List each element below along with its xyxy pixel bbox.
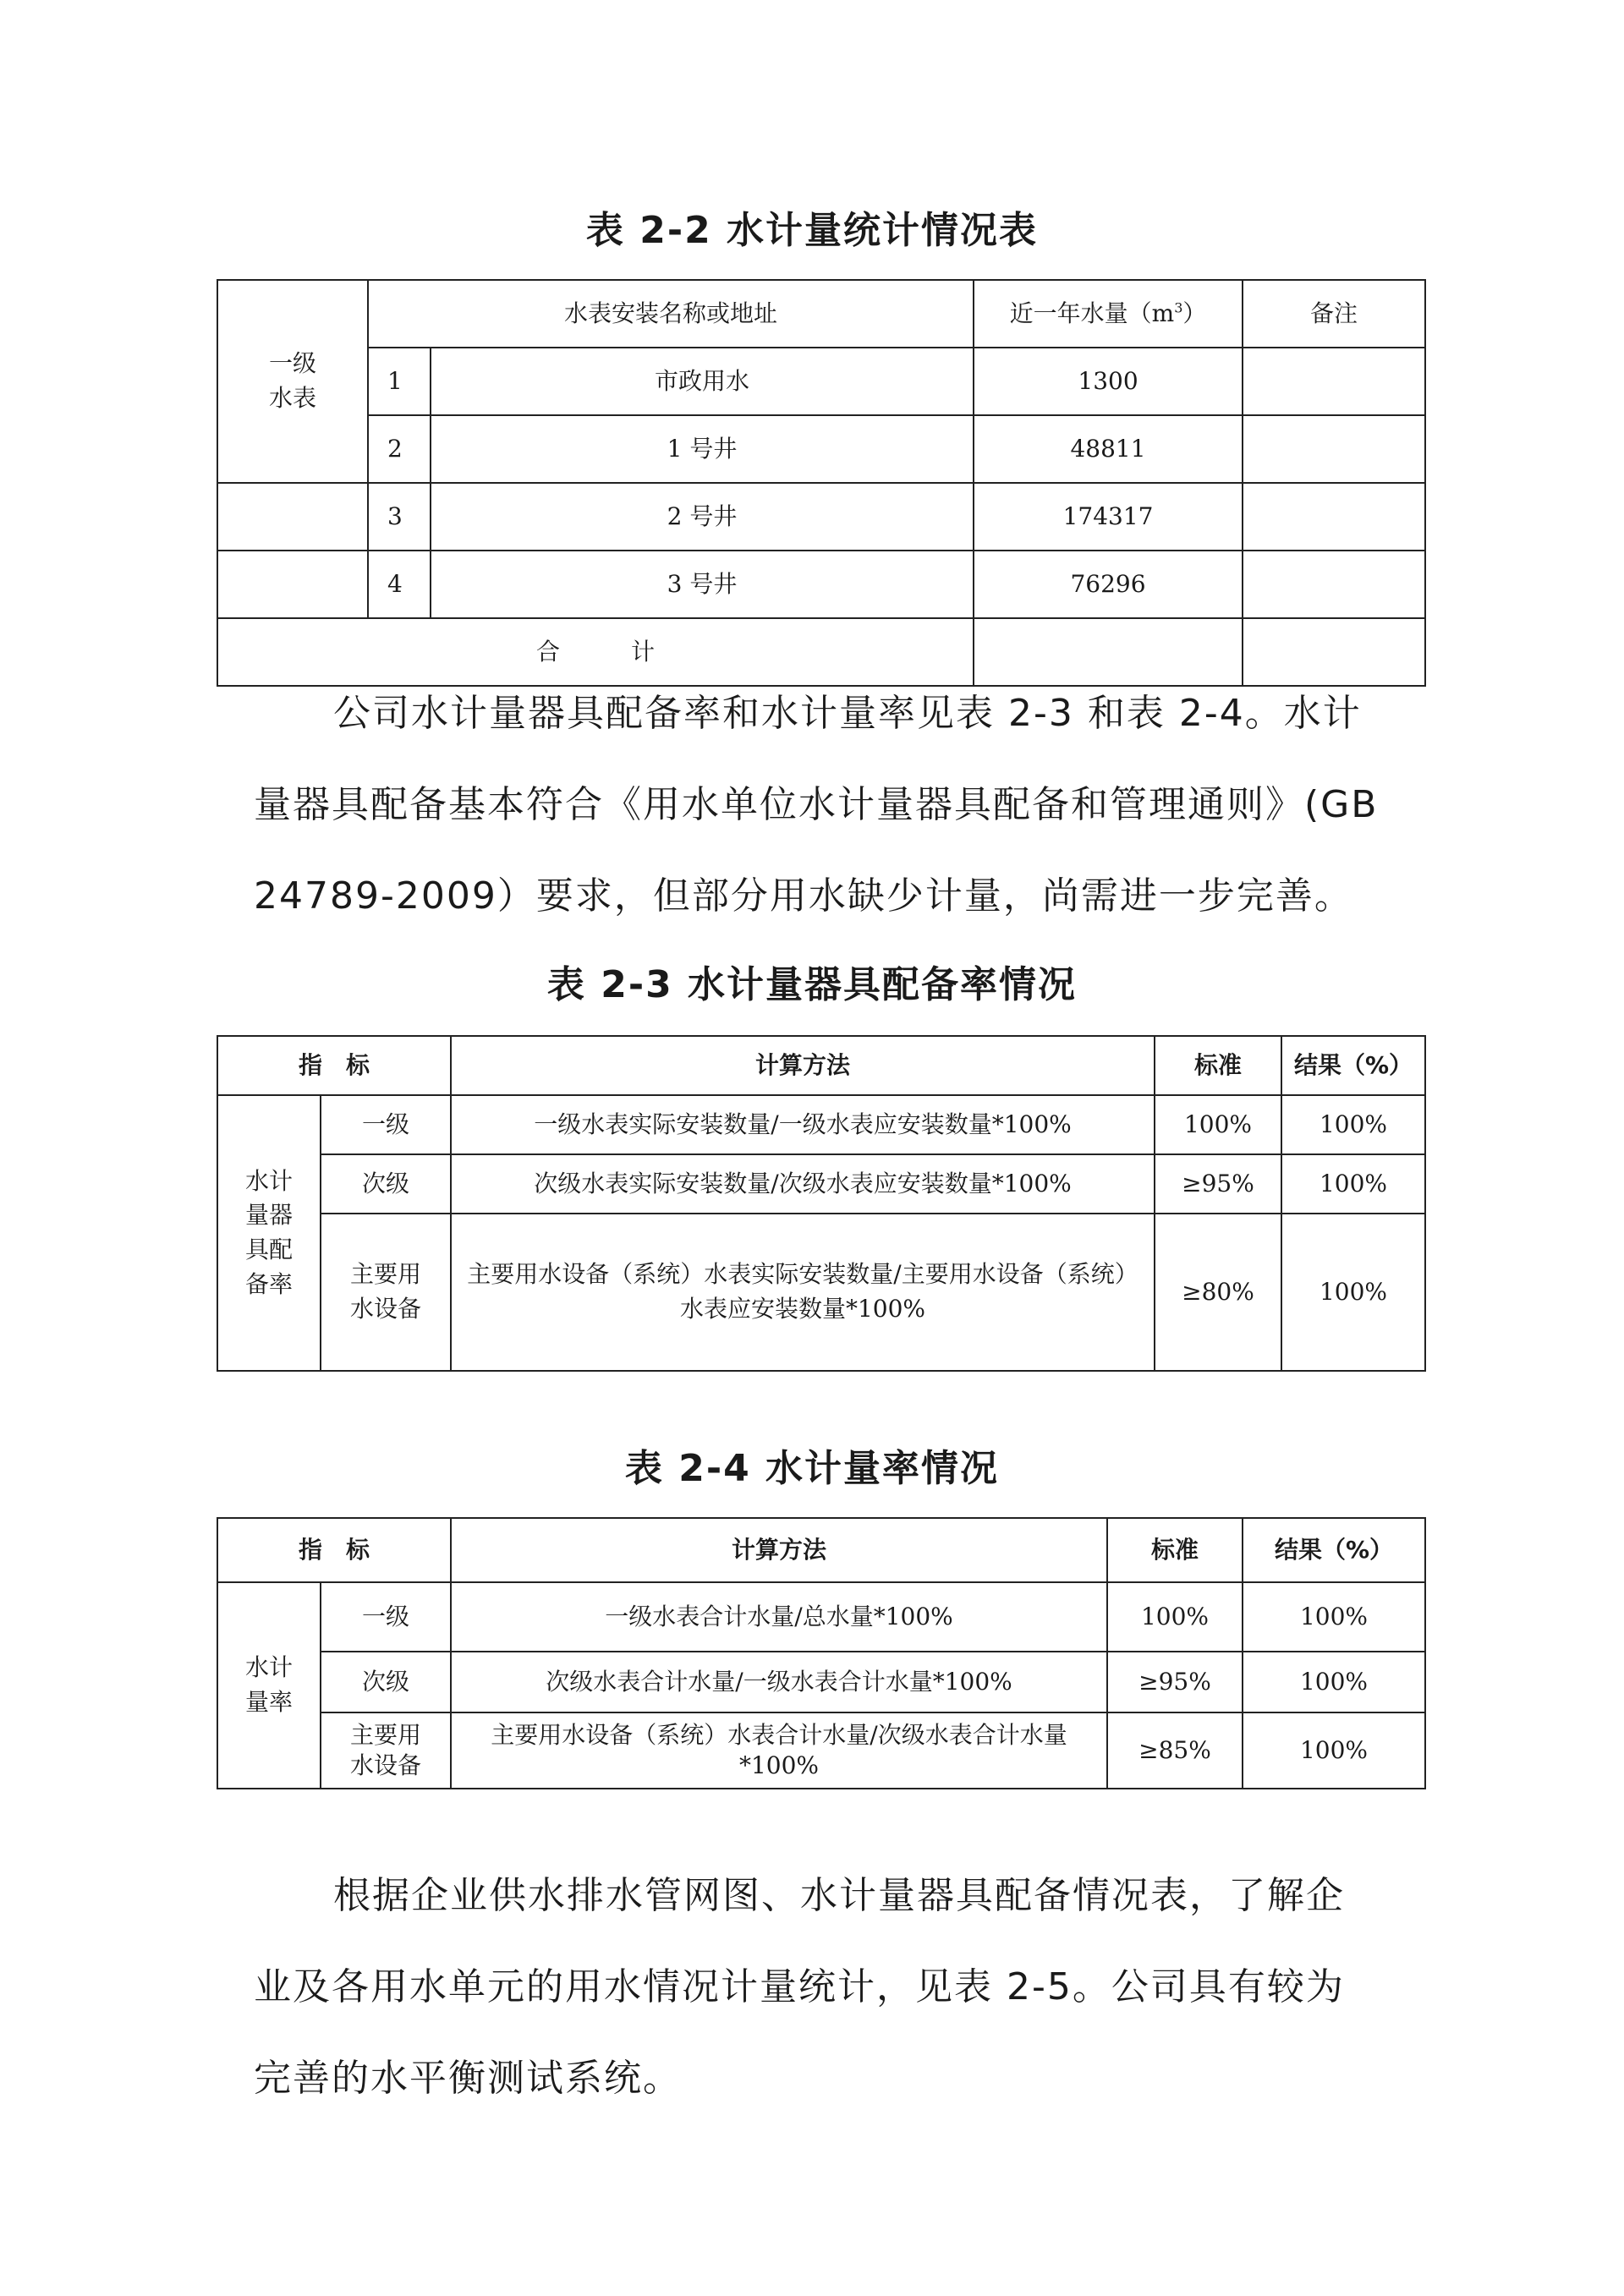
table-row xyxy=(217,551,1425,618)
table-row xyxy=(217,348,1425,415)
annual-volume: 76296 xyxy=(974,551,1243,618)
meter-name: 3 号井 xyxy=(431,551,974,618)
table-row xyxy=(217,1154,1425,1214)
header-meter-name: 水表安装名称或地址 xyxy=(368,280,974,348)
result: 100% xyxy=(1243,1712,1425,1789)
empty-cell xyxy=(217,551,368,618)
total-label: 合 计 xyxy=(217,618,974,686)
row-number: 1 xyxy=(368,348,431,415)
level: 一级 xyxy=(321,1095,451,1154)
method: 次级水表实际安装数量/次级水表应安装数量*100% xyxy=(451,1154,1155,1214)
paragraph-line: 根据企业供水排水管网图、水计量器具配备情况表，了解企 xyxy=(333,1874,1345,1917)
paragraph-line: 24789-2009）要求，但部分用水缺少计量，尚需进一步完善。 xyxy=(254,874,1353,918)
standard: ≥80% xyxy=(1155,1214,1281,1371)
metering-rate-table xyxy=(217,1517,1426,1789)
empty-cell xyxy=(217,483,368,551)
table-2-3-title: 表 2-3 水计量器具配备率情况 xyxy=(546,963,1078,1006)
table-row xyxy=(217,1582,1425,1652)
equipment-rate-group-label: 水计 量器 具配 备率 xyxy=(217,1095,321,1371)
table-row xyxy=(217,483,1425,551)
header-indicator: 指 标 xyxy=(217,1036,451,1095)
method: 主要用水设备（系统）水表合计水量/次级水表合计水量*100% xyxy=(451,1712,1107,1789)
annual-volume: 1300 xyxy=(974,348,1243,415)
result: 100% xyxy=(1281,1154,1425,1214)
water-metering-statistics-table xyxy=(217,279,1426,687)
note xyxy=(1243,348,1425,415)
paragraph-metering-statistics xyxy=(254,1850,1387,2124)
note xyxy=(1243,415,1425,483)
table-2-4-title: 表 2-4 水计量率情况 xyxy=(624,1447,1000,1490)
standard: 100% xyxy=(1107,1582,1243,1652)
header-standard: 标准 xyxy=(1107,1518,1243,1582)
table-row xyxy=(217,1712,1425,1789)
meter-name: 市政用水 xyxy=(431,348,974,415)
paragraph-line: 完善的水平衡测试系统。 xyxy=(254,2057,682,2100)
result: 100% xyxy=(1281,1214,1425,1371)
result: 100% xyxy=(1281,1095,1425,1154)
paragraph-line: 量器具配备基本符合《用水单位水计量器具配备和管理通则》(GB xyxy=(254,783,1379,826)
standard: ≥95% xyxy=(1107,1652,1243,1712)
header-standard: 标准 xyxy=(1155,1036,1281,1095)
table-row xyxy=(217,1095,1425,1154)
method: 次级水表合计水量/一级水表合计水量*100% xyxy=(451,1652,1107,1712)
paragraph-line: 公司水计量器具配备率和水计量率见表 2-3 和表 2-4。水计 xyxy=(333,692,1362,735)
header-method: 计算方法 xyxy=(451,1036,1155,1095)
level: 一级 xyxy=(321,1582,451,1652)
standard: ≥85% xyxy=(1107,1712,1243,1789)
paragraph-metering-overview xyxy=(254,668,1387,942)
standard: 100% xyxy=(1155,1095,1281,1154)
note xyxy=(1243,551,1425,618)
header-indicator: 指 标 xyxy=(217,1518,451,1582)
header-note: 备注 xyxy=(1243,280,1425,348)
annual-volume: 174317 xyxy=(974,483,1243,551)
standard: ≥95% xyxy=(1155,1154,1281,1214)
header-result: 结果（%） xyxy=(1281,1036,1425,1095)
header-annual-volume: 近一年水量$(m^3)$ xyxy=(974,280,1243,348)
level: 次级 xyxy=(321,1154,451,1214)
metering-rate-group-label: 水计 量率 xyxy=(217,1582,321,1789)
table-2-2-title: 表 2-2 水计量统计情况表 xyxy=(585,209,1039,252)
result: 100% xyxy=(1243,1652,1425,1712)
result: 100% xyxy=(1243,1582,1425,1652)
table-row xyxy=(217,1214,1425,1371)
table-row xyxy=(217,415,1425,483)
annual-volume: 48811 xyxy=(974,415,1243,483)
meter-name: 1 号井 xyxy=(431,415,974,483)
method: 一级水表合计水量/总水量*100% xyxy=(451,1582,1107,1652)
note xyxy=(1243,483,1425,551)
level: 次级 xyxy=(321,1652,451,1712)
header-result: 结果（%） xyxy=(1243,1518,1425,1582)
row-number: 4 xyxy=(368,551,431,618)
method: 一级水表实际安装数量/一级水表应安装数量*100% xyxy=(451,1095,1155,1154)
method: 主要用水设备（系统）水表实际安装数量/主要用水设备（系统）水表应安装数量*100% xyxy=(451,1214,1155,1371)
row-number: 2 xyxy=(368,415,431,483)
table-row xyxy=(217,1652,1425,1712)
meter-name: 2 号井 xyxy=(431,483,974,551)
level: 主要用 水设备 xyxy=(321,1214,451,1371)
header-method: 计算方法 xyxy=(451,1518,1107,1582)
paragraph-line: 业及各用水单元的用水情况计量统计，见表 2-5。公司具有较为 xyxy=(254,1965,1345,2008)
row-number: 3 xyxy=(368,483,431,551)
first-level-meter-label: 一级 水表 xyxy=(217,280,368,483)
level: 主要用 水设备 xyxy=(321,1712,451,1789)
meter-equipment-rate-table xyxy=(217,1035,1426,1372)
